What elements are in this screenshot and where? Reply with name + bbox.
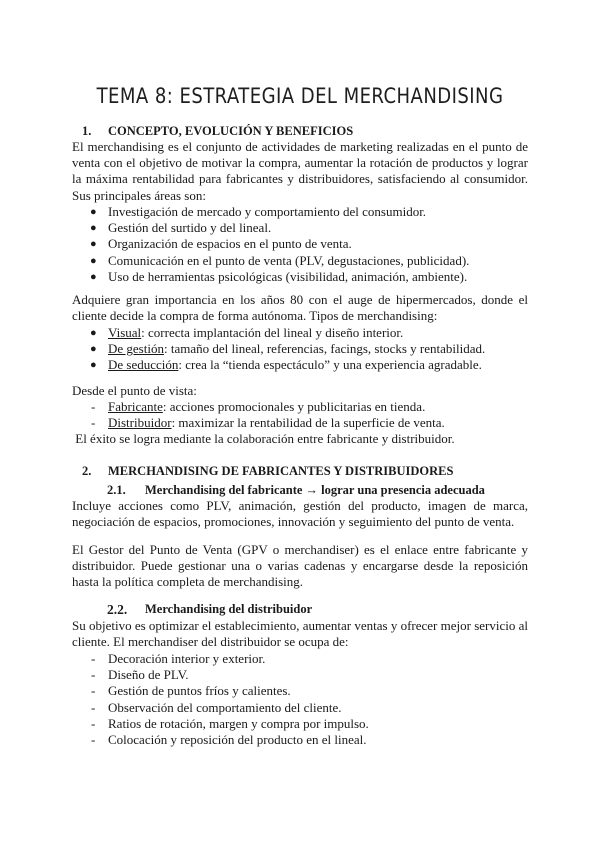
manufacturer-actions-paragraph: Incluye acciones como PLV, animación, gestión del producto, imagen de marca, negociación de espacios, promociones, innovación y seguimiento del punto de venta. xyxy=(72,498,528,530)
list-item: - Observación del comportamiento del cliente. xyxy=(91,699,342,715)
page-title: TEMA 8: ESTRATEGIA DEL MERCHANDISING xyxy=(96,84,504,108)
list-item: - Diseño de PLV. xyxy=(91,667,189,683)
list-item: ● Comunicación en el punto de venta (PLV, degustaciones, publicidad). xyxy=(90,252,470,268)
list-item: ● Organización de espacios en el punto de venta. xyxy=(90,236,352,252)
distributor-paragraph: Su objetivo es optimizar el establecimiento, aumentar ventas y ofrecer mejor servicio al cliente. El merchandiser del distribuidor se ocupa de: xyxy=(72,618,528,650)
viewpoint-intro: Desde el punto de vista: xyxy=(72,383,197,398)
section-heading-text: CONCEPTO, EVOLUCIÓN Y BENEFICIOS xyxy=(108,124,354,138)
merchandising-types-list xyxy=(88,325,485,374)
section-heading-text: MERCHANDISING DE FABRICANTES Y DISTRIBUIDORES xyxy=(108,464,454,478)
list-item: - Decoración interior y exterior. xyxy=(91,651,266,666)
subsection-number: 2.2. xyxy=(107,602,128,617)
section-number: 1. xyxy=(82,124,92,138)
list-item: - Distribuidor: maximizar la rentabilidad de la superficie de venta. xyxy=(91,415,445,431)
distributor-tasks-list xyxy=(88,651,369,748)
section-number: 2. xyxy=(82,464,92,478)
subsection-heading-text: Merchandising del fabricante → lograr una presencia adecuada xyxy=(145,483,485,497)
list-item: - Ratios de rotación, margen y compra por impulso. xyxy=(91,715,369,731)
subsection-number: 2.1. xyxy=(107,483,126,497)
areas-list xyxy=(88,204,469,285)
list-item: - Colocación y reposición del producto en el lineal. xyxy=(91,732,367,748)
section-1-intro: El merchandising es el conjunto de actividades de marketing realizadas en el punto de venta con el objetivo de motivar la compra, aumentar la rotación de productos y lograr la máxima rentabilidad para fabricantes y distribuidores, satisfaciendo al consumidor. Sus principales áreas son: xyxy=(72,139,528,203)
list-item: ● Uso de herramientas psicológicas (visibilidad, animación, ambiente). xyxy=(90,268,468,284)
gpv-paragraph: El Gestor del Punto de Venta (GPV o merchandiser) es el enlace entre fabricante y distribuidor. Puede gestionar una o varias cadenas y encargarse desde la reposición hasta la política completa de merchandising. xyxy=(72,542,528,590)
list-item: ● Gestión del surtido y del lineal. xyxy=(90,220,272,236)
conclusion-paragraph: El éxito se logra mediante la colaboración entre fabricante y distribuidor. xyxy=(72,431,455,446)
list-item: ● Investigación de mercado y comportamiento del consumidor. xyxy=(90,204,427,219)
list-item: - Fabricante: acciones promocionales y publicitarias en tienda. xyxy=(91,399,426,414)
viewpoints-list xyxy=(88,399,445,431)
subsection-heading-text: Merchandising del distribuidor xyxy=(145,602,313,616)
list-item: ● Visual: correcta implantación del lineal y diseño interior. xyxy=(90,325,404,340)
list-item: ● De seducción: crea la “tienda espectáculo” y una experiencia agradable. xyxy=(90,357,482,373)
evolution-paragraph: Adquiere gran importancia en los años 80 con el auge de hipermercados, donde el cliente decide la compra de forma autónoma. Tipos de merchandising: xyxy=(72,292,528,324)
list-item: - Gestión de puntos fríos y calientes. xyxy=(91,683,291,699)
list-item: ● De gestión: tamaño del lineal, referencias, facings, stocks y rentabilidad. xyxy=(90,341,486,357)
